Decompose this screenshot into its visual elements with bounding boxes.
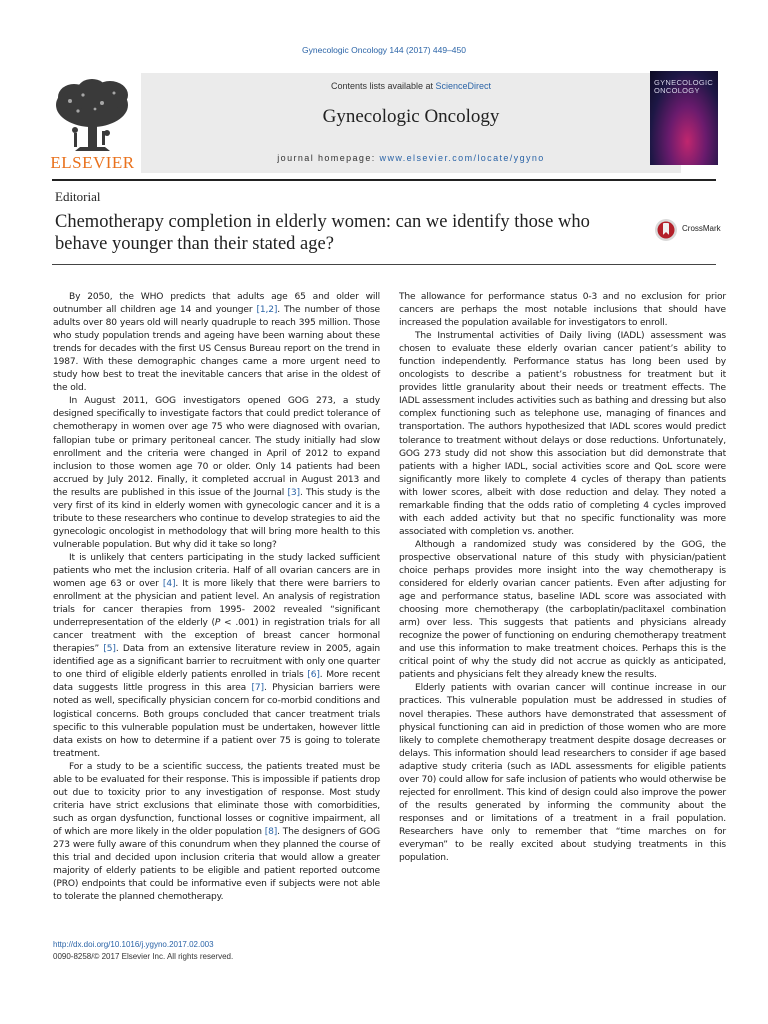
masthead [50, 73, 768, 183]
paragraph: By 2050, the WHO predicts that adults age 65 and older will outnumber all children age 14 and younger [1,2]. The number of those adults over 80 years old will nearly quadruple to reach 395 million. Those who study population trends and ageing have been warning about these trends for decades with the first US Census Bureau report on the trend in 1987. With these demographic changes came a more urgent need to study how best to treat the inevitable cancers that arise in the oldest of the old. [53, 292, 380, 394]
cover-title-line2: ONCOLOGY [654, 85, 700, 95]
homepage-line [141, 153, 681, 163]
journal-cover-thumbnail[interactable] [650, 71, 718, 165]
paragraph: For a study to be a scientific success, the patients treated must be able to be evaluated for their response. This is impossible if patients drop out due to toxicity prior to any investigation of response. Most study criteria have strict exclusions that eliminate those with comorbidities, such as organ dysfunction, functional losses or cognitive impairment, all of which are more likely in the older population [8]. The designers of GOG 273 were fully aware of this conundrum when they planned the course of this trial and decided upon inclusion criteria that would allow a greater majority of elderly patients to be eligible and patient reported outcome (PRO) endpoints that could be informative even if subjects were not able to tolerate the planned chemotherapy. [53, 761, 381, 903]
citation-link[interactable]: [8] [264, 826, 278, 837]
citation-link[interactable]: [5] [103, 644, 116, 655]
paragraph: The Instrumental activities of Daily living (IADL) assessment was chosen to evaluate these elderly ovarian cancer patient’s ability to function independently. Performance status has long been used by oncologists to describe a patient’s robustness for treatment but it provides little granularity about their needs or treatment effects. The IADL assessment includes activities such as bathing and dressing but also complex functioning such as telephone use, managing of finances and transportation. The authors hypothesized that IADL scores would predict tolerance to treatment without delays or dose reductions. Unfortunately, GOG 273 study did not show this association but did demonstrate that patients with a higher IADL, social activities score and QoL score were significantly more likely to complete 4 cycles of therapy than patients with lower scores, albeit with dose reduction and delay. They noted a remarkable finding that the odds ratio of completing 4 cycles improved with each added activity but that no specific functionality was more associated with completion vs. another. [399, 331, 726, 537]
homepage-prefix: journal homepage: [277, 153, 380, 163]
citation-link[interactable]: [3] [287, 487, 300, 498]
contents-line [141, 81, 681, 91]
citation-link[interactable]: [6] [307, 670, 320, 681]
contents-prefix: Contents lists available at [330, 81, 436, 91]
paragraph: The allowance for performance status 0-3 and no exclusion for prior cancers are perhaps the most notable inclusions that should have increased the population available for investigators to enroll. [399, 292, 726, 329]
title-divider [52, 264, 716, 265]
journal-citation[interactable]: Gynecologic Oncology 144 (2017) 449–450 [302, 45, 466, 55]
paragraph: Although a randomized study was considered by the GOG, the prospective observational nature of this study with physician/patient choice perhaps provides more insight into the way chemotherapy is considered for elderly ovarian cancer patients. Even after adjusting for age and performance status, baseline IADL score was associated with choosing more chemotherapy (the carboplatin/paclitaxel combination arm) over less. This suggests that patients and physicians already recognize the power of functioning on enduring chemotherapy treatment and use this information to make treatment choices. Perhaps this is the critical point of why the study did not accrue as quickly as anticipated, patients and physicians felt they already knew the results. [399, 539, 726, 681]
article-title: Chemotherapy completion in elderly women: can we identify those who behave younger than their stated age? [55, 212, 590, 254]
crossmark-label: CrossMark [682, 224, 721, 233]
citation-link[interactable]: [4] [162, 579, 176, 590]
cover-title-line1: GYNECOLOGIC [654, 78, 714, 87]
crossmark-badge[interactable] [654, 217, 726, 243]
journal-name: Gynecologic Oncology [322, 106, 500, 127]
crossmark-icon [654, 217, 678, 243]
citation-link[interactable]: [7] [251, 683, 264, 694]
paragraph: It is unlikely that centers participating in the study lacked sufficient patients who met the inclusion criteria. Half of all ovarian cancers are in women age 63 or over [4]. It is more likely that there were barriers to enrollment at the physician and patient level. An analysis of registration trials for cancer therapies from 1995- 2002 revealed “significant underrepresentation of the elderly (P < .001) in registration trials for all cancer treatment with the exception of breast cancer hormonal therapies” [5]. Data from an extensive literature review in 2005, again identified age as a significant barrier to recruitment with only one quarter to one third of eligible elderly patients enrolled in trials [6]. More recent data suggests little progress in this area [7]. Physician barriers were noted as well, specifically physician concern for co-morbid conditions and logistical concerns. Both groups concluded that cancer treatment trials specific to this vulnerable population must be undertaken, however little data exists on how to determine if a patient over 75 is going to tolerate treatment. [53, 552, 380, 759]
citation-link[interactable]: [1,2] [256, 305, 278, 316]
cover-title [654, 79, 716, 94]
paragraph: Elderly patients with ovarian cancer will continue increase in our practices. This vulnerable population must be addressed in studies of novel therapies. These authors have demonstrated that assessment of physical functioning can aid in prediction of those women who are more likely to complete chemotherapy treatment despite dosage decreases or delays. This information should lead researchers to consider if age based adaptive study criteria (such as IADL assessments for eligible patients over 70) could allow for safe inclusion of patients who would otherwise be rejected for enrollment. This kind of design could also improve the power of the results generated by informing the community about the responses and or limitations of a treatment in a frail population. Researchers have only to remember that “time marches on for everyman” to be really excited about studying treatments in this population. [399, 683, 726, 864]
copyright-notice: 0090-8258/© 2017 Elsevier Inc. All rights reserved. [53, 952, 234, 961]
body-column-right [399, 291, 726, 865]
paragraph: In August 2011, GOG investigators opened GOG 273, a study designed specifically to investigate factors that could predict tolerance of chemotherapy in women over age 75 who were diagnosed with ovarian, fallopian tube or primary peritoneal cancer. The study initially had slow enrollment and the criteria were changed in April of 2012 to expand inclusion to those women age 70 or older. Only 14 patients had been accrued by July 2012. Finally, it completed accrual in August 2013 and the results are published in this issue of the Journal [3]. This study is the very first of its kind in elderly women with gynecologic cancer and it is a tribute to these researchers who continue to develop strategies to aid the gynecologic oncologist in methodology that will bring more health to this vulnerable population. But why did it take so long? [53, 396, 380, 550]
sciencedirect-link[interactable]: ScienceDirect [435, 81, 492, 91]
body-column-left [53, 291, 380, 904]
journal-banner [141, 73, 681, 173]
article-type: Editorial [55, 189, 101, 204]
doi-link[interactable]: http://dx.doi.org/10.1016/j.ygyno.2017.02.003 [53, 940, 214, 949]
masthead-divider [52, 179, 716, 181]
journal-homepage-link[interactable]: www.elsevier.com/locate/ygyno [379, 153, 545, 163]
publisher-name: ELSEVIER [50, 153, 135, 172]
